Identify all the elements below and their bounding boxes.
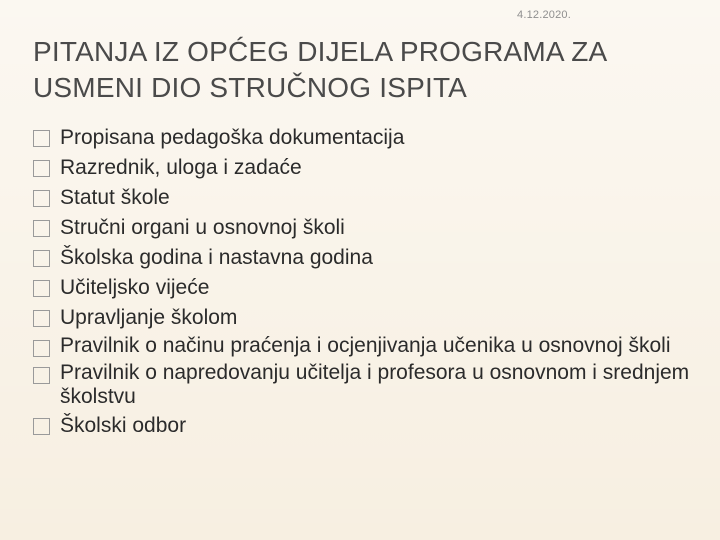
list-item — [33, 124, 703, 151]
bullet-box-icon — [33, 340, 50, 357]
bullet-box-icon — [33, 160, 50, 177]
list-item-text: Upravljanje školom — [60, 306, 238, 329]
bullet-box-icon — [33, 190, 50, 207]
bullet-list — [33, 124, 703, 442]
bullet-box-icon — [33, 310, 50, 327]
list-item-text: Statut škole — [60, 186, 170, 209]
bullet-box-icon — [33, 130, 50, 147]
bullet-box-icon — [33, 250, 50, 267]
list-item — [33, 184, 703, 211]
list-item-text: Razrednik, uloga i zadaće — [60, 156, 302, 179]
list-item-text: Pravilnik o napredovanju učitelja i profesora u osnovnom i srednjem školstvu — [60, 361, 690, 408]
list-item — [33, 244, 703, 271]
list-item-text: Pravilnik o načinu praćenja i ocjenjivanja učenika u osnovnoj školi — [60, 334, 671, 357]
bullet-box-icon — [33, 367, 50, 384]
slide-date: 4.12.2020. — [517, 9, 571, 21]
list-item — [33, 154, 703, 181]
list-item-text: Učiteljsko vijeće — [60, 276, 210, 299]
list-item-text: Stručni organi u osnovnoj školi — [60, 216, 345, 239]
list-item — [33, 334, 703, 358]
slide-title: PITANJA IZ OPĆEG DIJELA PROGRAMA ZA USMENI DIO STRUČNOG ISPITA — [33, 36, 608, 103]
bullet-box-icon — [33, 418, 50, 435]
bullet-box-icon — [33, 220, 50, 237]
list-item-text: Propisana pedagoška dokumentacija — [60, 126, 405, 149]
list-item — [33, 412, 703, 439]
list-item — [33, 361, 703, 409]
list-item — [33, 304, 703, 331]
list-item-text: Školski odbor — [60, 414, 187, 437]
list-item-text: Školska godina i nastavna godina — [60, 246, 373, 269]
bullet-box-icon — [33, 280, 50, 297]
list-item — [33, 214, 703, 241]
list-item — [33, 274, 703, 301]
